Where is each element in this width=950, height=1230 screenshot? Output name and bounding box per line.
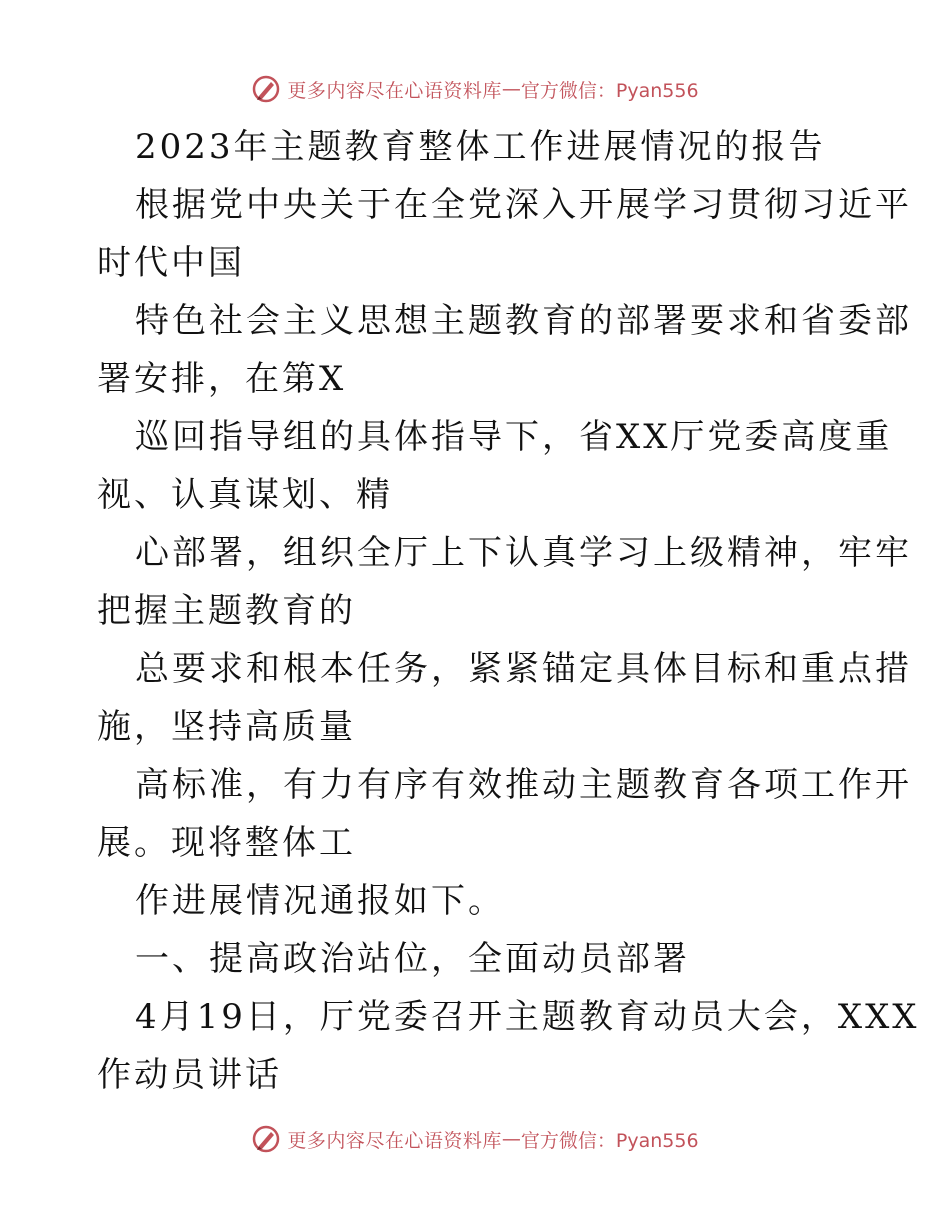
text-line: 4月19日，厅党委召开主题教育动员大会，XXX (135, 997, 920, 1037)
text-line: 施，坚持高质量 (97, 707, 356, 747)
text-line: 高标准，有力有序有效推动主题教育各项工作开 (135, 765, 912, 805)
pen-logo-icon (251, 1124, 281, 1154)
text-line: 巡回指导组的具体指导下，省XX厅党委高度重 (135, 417, 893, 457)
text-line: 特色社会主义思想主题教育的部署要求和省委部 (135, 301, 912, 341)
watermark-text: 更多内容尽在心语资料库 (287, 1129, 502, 1152)
watermark-separator: — (501, 78, 521, 100)
header-watermark (0, 74, 950, 104)
watermark-wechat: 官方微信：Pyan556 (520, 79, 699, 102)
text-line: 作进展情况通报如下。 (135, 881, 505, 921)
document-body (97, 118, 920, 1104)
text-line: 根据党中央关于在全党深入开展学习贯彻习近平 (135, 185, 912, 225)
text-line: 视、认真谋划、精 (97, 475, 393, 515)
document-title: 2023年主题教育整体工作进展情况的报告 (135, 127, 826, 167)
pen-logo-icon (251, 74, 281, 104)
text-line: 把握主题教育的 (97, 591, 356, 631)
text-line: 总要求和根本任务，紧紧锚定具体目标和重点措 (135, 649, 912, 689)
watermark-text: 更多内容尽在心语资料库 (287, 79, 502, 102)
text-line: 心部署，组织全厅上下认真学习上级精神，牢牢 (135, 533, 912, 573)
watermark-wechat: 官方微信：Pyan556 (520, 1129, 699, 1152)
footer-watermark (0, 1124, 950, 1154)
text-line: 时代中国 (97, 243, 245, 283)
text-line: 署安排，在第X (97, 359, 347, 399)
text-line: 作动员讲话 (97, 1055, 282, 1095)
text-line: 展。现将整体工 (97, 823, 356, 863)
section-heading: 一、提高政治站位，全面动员部署 (135, 939, 690, 979)
watermark-separator: — (501, 1128, 521, 1150)
